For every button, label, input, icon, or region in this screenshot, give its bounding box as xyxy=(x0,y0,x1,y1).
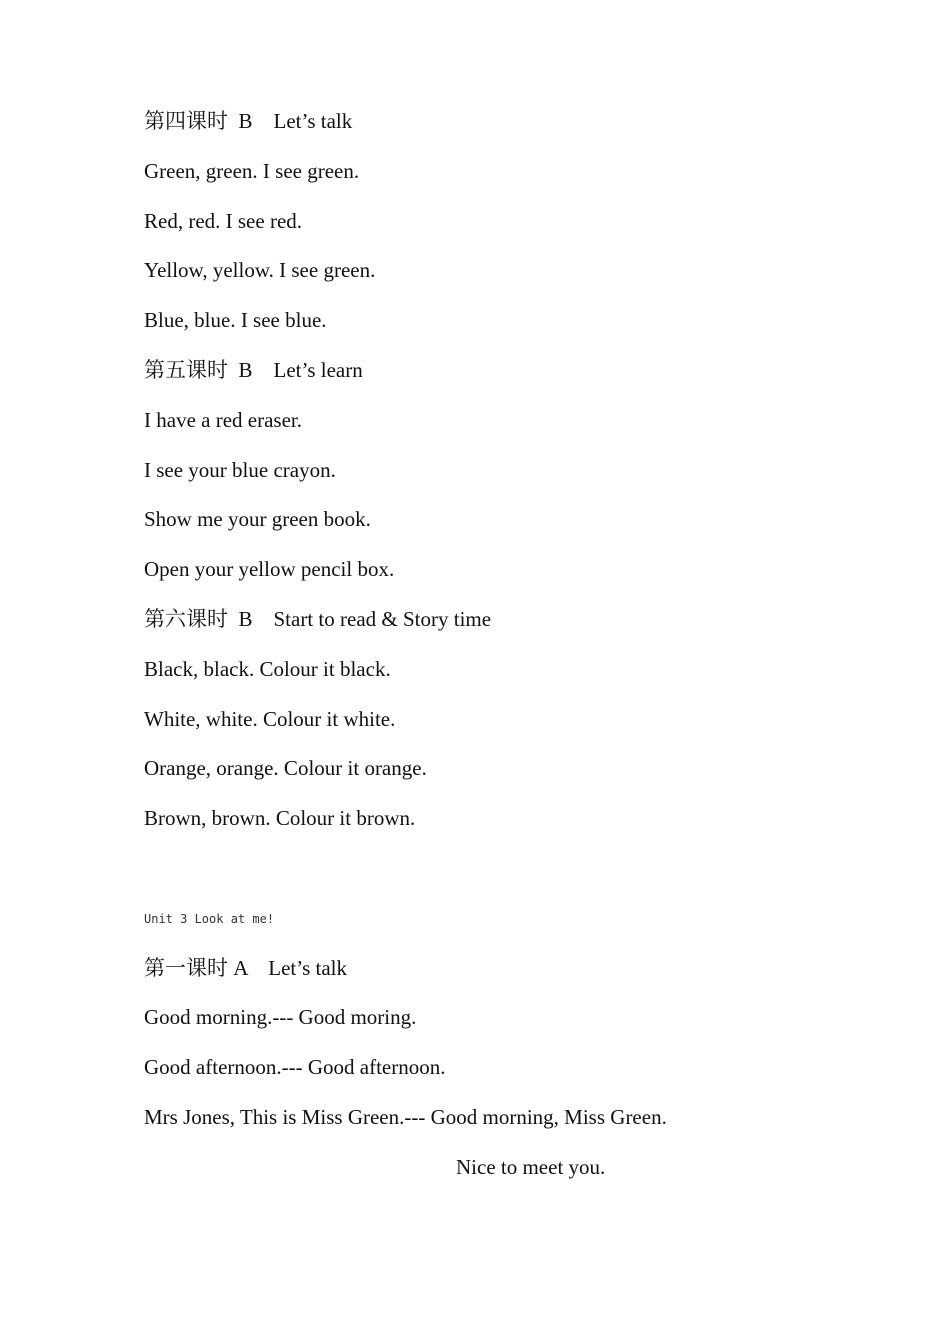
lesson-heading: 第一课时 A Let’s talk xyxy=(144,956,347,980)
text-line: Blue, blue. I see blue. xyxy=(144,308,327,332)
text-line: Good afternoon.--- Good afternoon. xyxy=(144,1055,446,1079)
text-line: White, white. Colour it white. xyxy=(144,707,396,731)
text-line: Black, black. Colour it black. xyxy=(144,657,391,681)
lesson-heading: 第四课时 B Let’s talk xyxy=(144,109,353,133)
text-line: Good morning.--- Good moring. xyxy=(144,1005,417,1029)
text-line: Nice to meet you. xyxy=(456,1155,606,1179)
text-line: Show me your green book. xyxy=(144,507,371,531)
text-line: Green, green. I see green. xyxy=(144,159,360,183)
text-line: I see your blue crayon. xyxy=(144,458,336,482)
text-line: Mrs Jones, This is Miss Green.--- Good morning, Miss Green. xyxy=(144,1105,667,1129)
lesson-heading: 第六课时 B Start to read & Story time xyxy=(144,607,492,631)
lesson-heading: 第五课时 B Let’s learn xyxy=(144,358,363,382)
text-line: Yellow, yellow. I see green. xyxy=(144,258,376,282)
text-line: Red, red. I see red. xyxy=(144,209,303,233)
text-line: Orange, orange. Colour it orange. xyxy=(144,756,427,780)
text-line: I have a red eraser. xyxy=(144,408,302,432)
text-line: Brown, brown. Colour it brown. xyxy=(144,806,416,830)
unit-heading: Unit 3 Look at me! xyxy=(144,912,275,926)
text-line: Open your yellow pencil box. xyxy=(144,557,395,581)
